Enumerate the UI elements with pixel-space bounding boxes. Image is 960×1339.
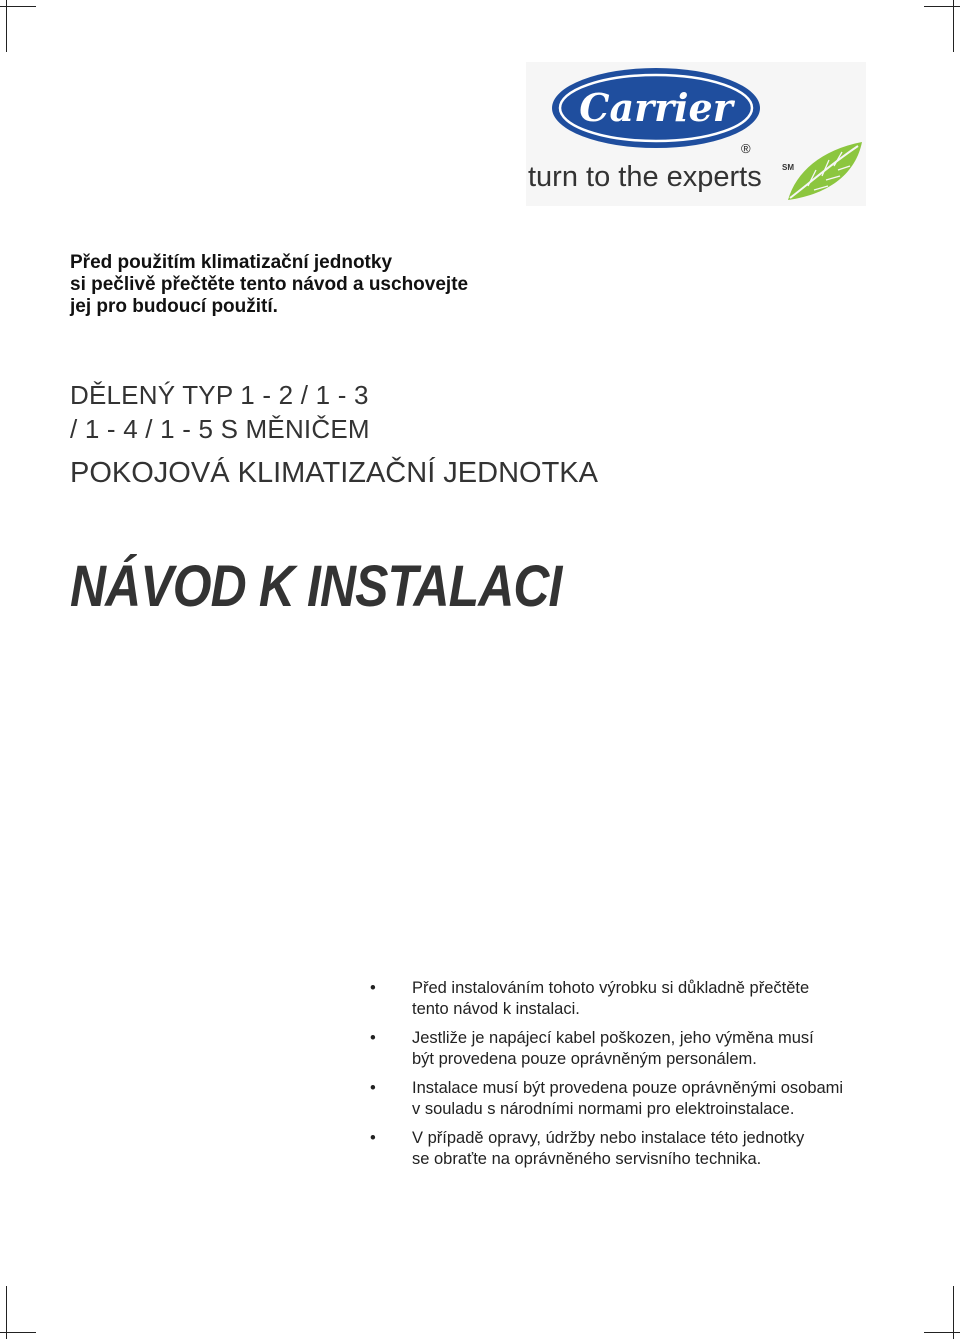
safety-note (370, 1078, 890, 1120)
note-line: Jestliže je napájecí kabel poškozen, jeho výměna musí (412, 1029, 814, 1047)
model-type-line: DĚLENÝ TYP 1 - 2 / 1 - 3 (70, 380, 369, 410)
bullet-icon: • (370, 1129, 376, 1147)
crop-mark-bottom-left-h (0, 1332, 36, 1333)
crop-mark-top-right-h (924, 6, 960, 7)
intro-notice (70, 252, 590, 318)
bullet-icon: • (370, 1079, 376, 1097)
bullet-icon: • (370, 979, 376, 997)
service-mark: SM (782, 163, 794, 172)
note-line: Před instalováním tohoto výrobku si důkladně přečtěte (412, 979, 810, 997)
carrier-oval (552, 68, 760, 148)
crop-mark-top-left-v (6, 0, 7, 52)
carrier-logo (526, 62, 866, 206)
crop-mark-top-right-v (953, 0, 954, 52)
model-type-line: / 1 - 4 / 1 - 5 S MĚNIČEM (70, 414, 370, 444)
model-type (70, 378, 370, 446)
bullet-icon: • (370, 1029, 376, 1047)
note-line: v souladu s národními normami pro elektroinstalace. (412, 1100, 795, 1118)
safety-note (370, 978, 890, 1020)
intro-line: jej pro budoucí použití. (70, 296, 278, 317)
logo-tagline: turn to the experts (528, 161, 762, 193)
registered-mark: ® (741, 141, 751, 156)
intro-line: si pečlivě přečtěte tento návod a uschovejte (70, 274, 469, 295)
note-line: se obraťte na oprávněného servisního technika. (412, 1150, 762, 1168)
crop-mark-top-left-h (0, 6, 36, 7)
manual-title: NÁVOD K INSTALACI (70, 554, 562, 619)
intro-line: Před použitím klimatizační jednotky (70, 252, 393, 273)
crop-mark-bottom-right-h (924, 1332, 960, 1333)
safety-note (370, 1028, 890, 1070)
safety-notes (370, 978, 890, 1178)
note-line: V případě opravy, údržby nebo instalace této jednotky (412, 1129, 805, 1147)
note-line: Instalace musí být provedena pouze oprávněnými osobami (412, 1079, 844, 1097)
note-line: být provedena pouze oprávněným personálem. (412, 1050, 757, 1068)
safety-note (370, 1128, 890, 1170)
product-category: POKOJOVÁ KLIMATIZAČNÍ JEDNOTKA (70, 457, 598, 489)
logo-brand-text: Carrier (579, 85, 733, 130)
note-line: tento návod k instalaci. (412, 1000, 580, 1018)
